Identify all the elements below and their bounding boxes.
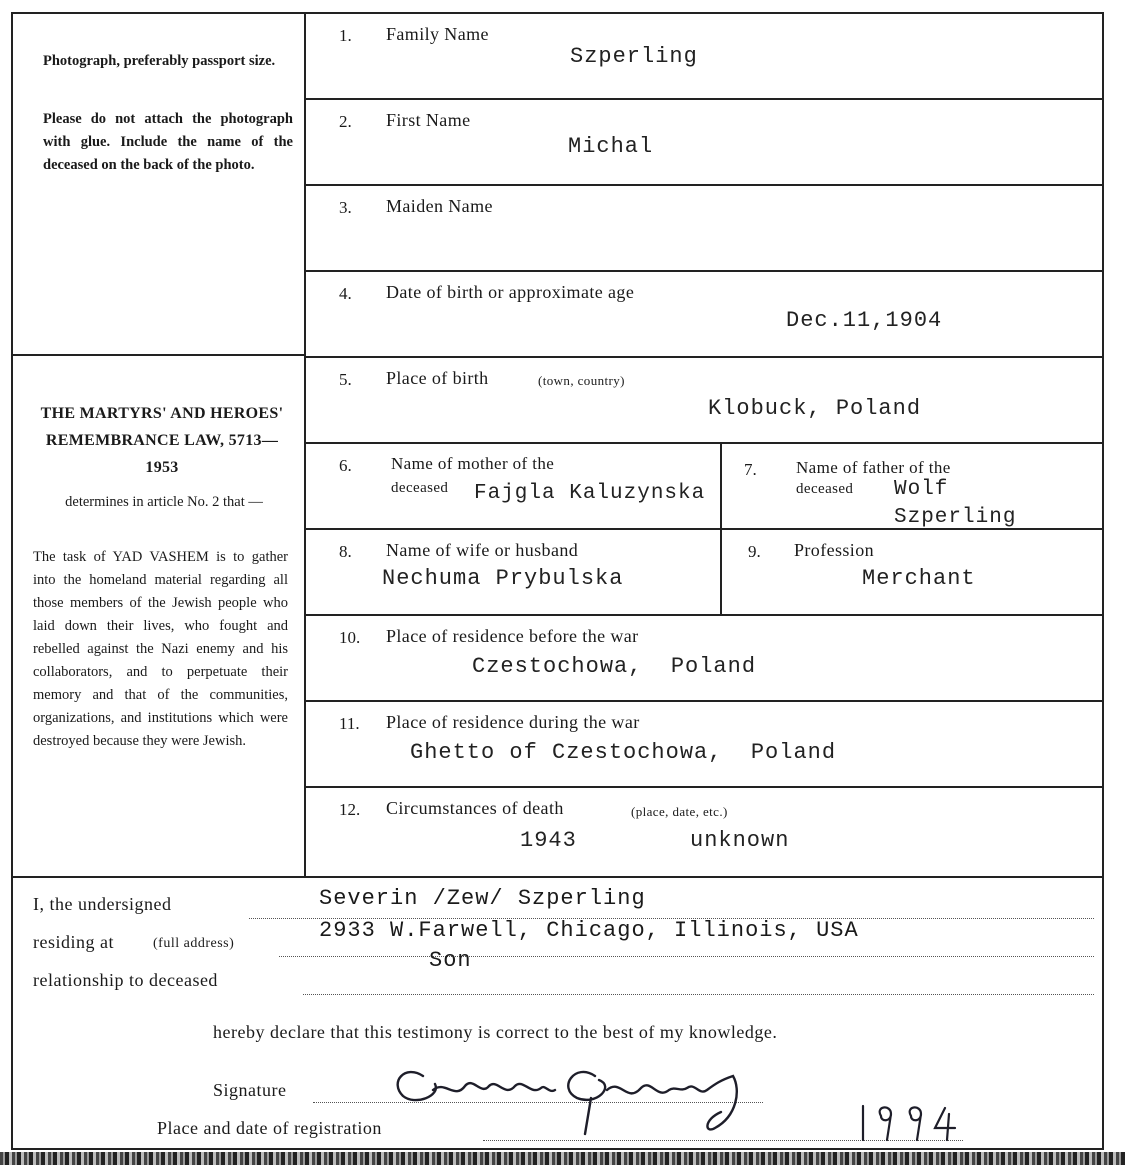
field-family-name <box>306 14 1102 100</box>
dotted-line <box>279 956 1094 957</box>
law-body-text: The task of YAD VASHEM is to gather into the homeland material regarding all those members of the Jewish people who laid down their lives, who fought and rebelled against the Nazi enemy and his collaborators, and to perpetuate their memory and that of the communities, organizations, and institutions which were destroyed because they were Jewish. <box>33 549 288 749</box>
registration-label: Place and date of registration <box>157 1118 382 1138</box>
relationship-value: Son <box>429 948 472 973</box>
field-number: 3. <box>339 198 352 217</box>
first-name-value: Michal <box>568 134 654 159</box>
death-place-value: unknown <box>690 828 790 853</box>
field-label: Profession <box>794 540 874 560</box>
dotted-line <box>303 994 1094 995</box>
field-number: 6. <box>339 456 352 475</box>
family-name-value: Szperling <box>570 44 698 69</box>
field-label: Name of father of the <box>796 458 951 477</box>
undersigned-value: Severin /Zew/ Szperling <box>319 886 646 911</box>
page-of-testimony-form <box>11 12 1104 1150</box>
field-label: Date of birth or approximate age <box>386 282 635 302</box>
photo-box <box>13 14 304 356</box>
field-label-line2: deceased <box>391 480 449 496</box>
field-label: Name of mother of the <box>391 454 555 473</box>
father-last-name-value: Szperling <box>894 506 1017 529</box>
field-label: Name of wife or husband <box>386 540 579 560</box>
law-determines: determines in article No. 2 that — <box>65 494 263 510</box>
place-of-birth-value: Klobuck, Poland <box>708 396 922 421</box>
residing-label: residing at <box>33 932 114 952</box>
field-number: 11. <box>339 714 360 733</box>
law-title: THE MARTYRS' AND HEROES' REMEMBRANCE LAW, 5713—1953 <box>40 405 284 476</box>
residence-before-war-value: Czestochowa, Poland <box>472 654 757 679</box>
column-divider <box>720 444 722 528</box>
field-number: 8. <box>339 542 352 561</box>
field-parents <box>306 444 1102 530</box>
handwritten-year <box>855 1100 965 1146</box>
field-residence-before-war <box>306 616 1102 702</box>
field-label: Place of residence during the war <box>386 712 640 732</box>
residing-value: 2933 W.Farwell, Chicago, Illinois, USA <box>319 918 859 943</box>
field-number: 5. <box>339 370 352 389</box>
field-circumstances-of-death <box>306 788 1102 876</box>
fields-column <box>306 14 1102 876</box>
residing-note: (full address) <box>153 936 235 951</box>
field-label: Circumstances of death <box>386 798 564 818</box>
field-number: 7. <box>744 460 757 479</box>
field-label: Place of birth <box>386 368 489 388</box>
declaration-section <box>13 876 1102 1150</box>
field-number: 2. <box>339 112 352 131</box>
field-note: (town, country) <box>538 373 625 388</box>
field-number: 4. <box>339 284 352 303</box>
field-maiden-name <box>306 186 1102 272</box>
mother-name-value: Fajgla Kaluzynska <box>474 482 706 505</box>
field-label: Family Name <box>386 24 489 44</box>
date-of-birth-value: Dec.11,1904 <box>786 308 943 333</box>
photo-size-note: Photograph, preferably passport size. <box>43 53 276 69</box>
column-divider <box>720 530 722 614</box>
photo-glue-note: Please do not attach the photograph with glue. Include the name of the deceased on the back of the photo. <box>43 111 293 173</box>
field-first-name <box>306 100 1102 186</box>
undersigned-label: I, the undersigned <box>33 894 172 914</box>
field-number: 9. <box>748 542 761 561</box>
residence-during-war-value: Ghetto of Czestochowa, Poland <box>410 740 837 765</box>
death-year-value: 1943 <box>520 828 577 853</box>
left-column <box>13 14 306 876</box>
spouse-name-value: Nechuma Prybulska <box>382 566 624 591</box>
handwritten-signature <box>385 1046 765 1146</box>
field-place-of-birth <box>306 358 1102 444</box>
field-number: 10. <box>339 628 361 647</box>
profession-value: Merchant <box>862 566 976 591</box>
field-label: Place of residence before the war <box>386 626 639 646</box>
declaration-statement: hereby declare that this testimony is correct to the best of my knowledge. <box>213 1022 778 1042</box>
field-label-line2: deceased <box>796 481 854 497</box>
field-note: (place, date, etc.) <box>631 804 728 819</box>
father-first-name-value: Wolf <box>894 478 949 501</box>
field-number: 1. <box>339 26 352 45</box>
field-spouse-profession <box>306 530 1102 616</box>
signature-label: Signature <box>213 1080 287 1100</box>
field-date-of-birth <box>306 272 1102 358</box>
scan-edge <box>0 1152 1125 1165</box>
field-residence-during-war <box>306 702 1102 788</box>
field-label: First Name <box>386 110 471 130</box>
field-number: 12. <box>339 800 361 819</box>
relationship-label: relationship to deceased <box>33 970 218 990</box>
field-label: Maiden Name <box>386 196 493 216</box>
